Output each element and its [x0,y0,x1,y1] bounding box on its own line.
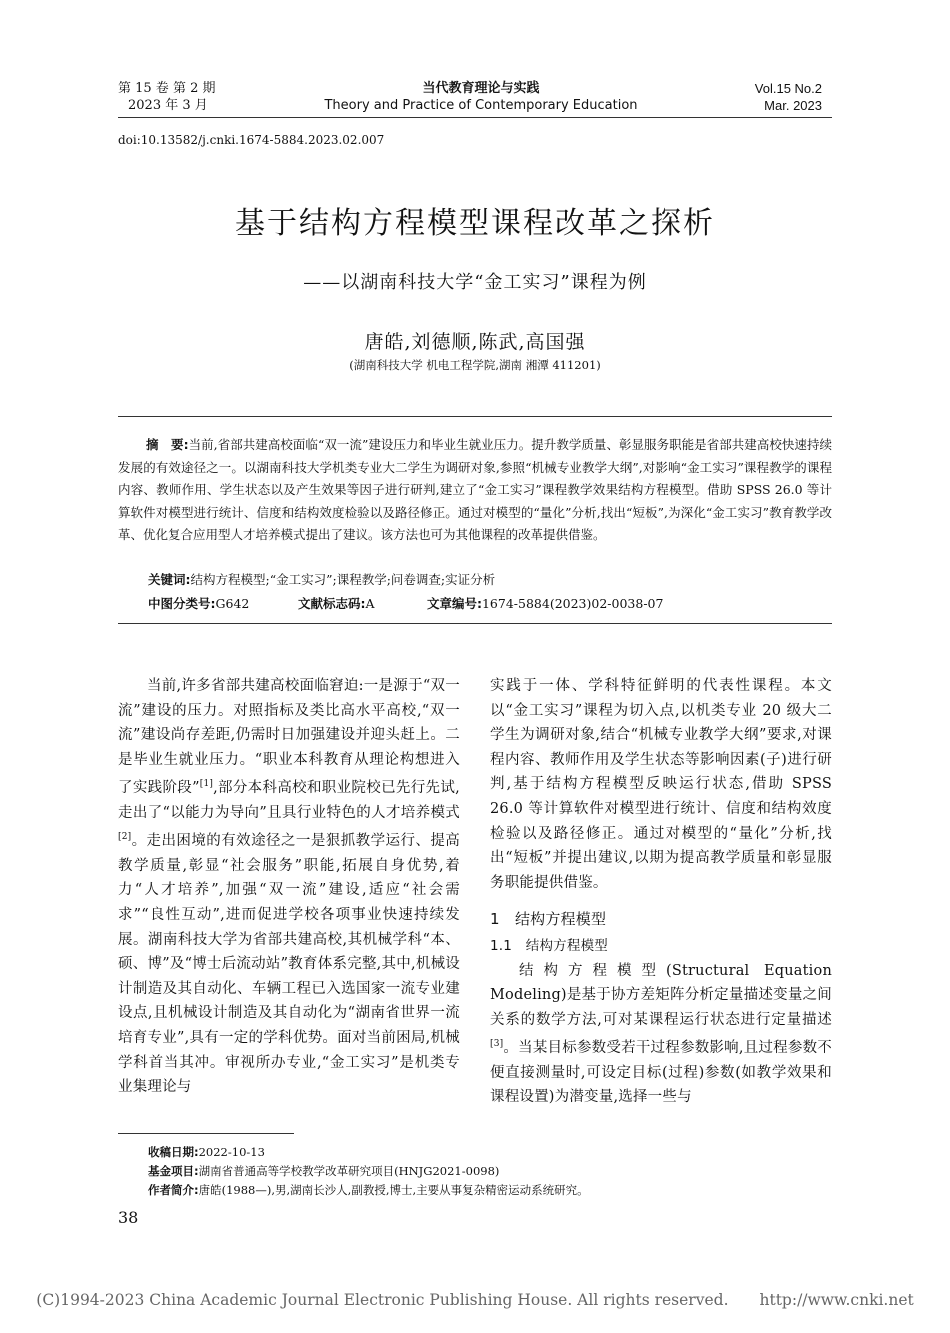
intro-text-c: 。走出困境的有效途径之一是狠抓教学运行、提高教学质量,彰显“社会服务”职能,拓展自身优势,着力“人才培养”,加强“双一流”建设,适应“社会需求”“良性互动”,进而促进学校各项事业快速持续发展。湖南科技大学为省部共建高校,其机械学科“本、硕、博”及“博士后流动站”教育体系完整,其中,机械设计制造及其自动化、车辆工程已入选国家一流专业建设点,且机械设计制造及其自动化为“湖南省世界一流培育专业”,具有一定的学科优势。面对当前困局,机械学科首当其冲。审视所办专业,“金工实习”是机类专业集理论与 [118,833,460,1096]
author-label: 作者简介: [148,1183,199,1197]
received-label: 收稿日期: [148,1145,199,1159]
sem-text-a: 结构方程模型(Structural Equation Modeling)是基于协方差矩阵分析定量描述变量之间关系的数学方法,可对某课程运行状态进行定量描述 [490,962,832,1028]
footnote-author [148,1181,838,1200]
footnote-received [148,1143,838,1162]
keywords-label: 关键词: [148,572,191,587]
journal-en: Theory and Practice of Contemporary Education [324,98,638,113]
doc-code-label: 文献标志码: [297,596,366,611]
body-right-column [490,674,832,1110]
copyright-notice: (C)1994-2023 China Academic Journal Electronic Publishing House. All rights reserved. http://www.cnki.net [36,1291,914,1309]
footnote-fund [148,1162,838,1181]
header-rule [118,117,832,118]
paper-subtitle: ——以湖南科技大学“金工实习”课程为例 [303,272,647,293]
section-1-1-heading: 1.1 结构方程模型 [490,937,608,954]
header-center [300,80,662,114]
article-no-value: 1674-5884(2023)02-0038-07 [481,596,664,611]
volume-cn: 第 15 卷 第 2 期 [118,81,216,96]
abstract-bottom-rule [118,623,832,624]
clc-value: G642 [215,596,250,611]
affiliation: (湖南科技大学 机电工程学院,湖南 湘潭 411201) [349,358,601,372]
sem-text-b: 。当某目标参数受若干过程参数影响,且过程参数不便直接测量时,可设定目标(过程)参数(如教学效果和课程设置)为潜变量,选择一些与 [490,1040,832,1106]
ref-3: [3] [490,1039,504,1050]
author-value: 唐皓(1988—),男,湖南长沙人,副教授,博士,主要从事复杂精密运动系统研究。 [198,1183,589,1197]
fund-label: 基金项目: [148,1164,199,1178]
intro-text-a: 当前,许多省部共建高校面临窘迫:一是源于“双一流”建设的压力。对照指标及类比高水平高校,“双一流”建设尚存差距,仍需时日加强建设并迎头赶上。二是毕业生就业压力。“职业本科教育从理论构想进入了实践阶段” [118,678,460,797]
abstract [118,434,832,547]
doc-code-value: A [365,596,375,611]
body-left-column [118,674,460,1100]
section-1-heading: 1 结构方程模型 [490,910,607,929]
doi: doi:10.13582/j.cnki.1674-5884.2023.02.007 [118,133,385,147]
date-cn: 2023 年 3 月 [128,98,208,113]
article-no-label: 文章编号: [426,596,482,611]
header-right [755,80,822,114]
clc-label: 中图分类号: [148,596,216,611]
authors: 唐皓,刘德顺,陈武,高国强 [364,331,586,353]
footnote-rule [118,1133,294,1134]
ref-1: [1] [199,779,214,790]
classification [148,594,848,612]
date-en: Mar. 2023 [764,98,822,113]
abstract-label: 摘 要: [146,437,189,452]
keywords-text: 结构方程模型;“金工实习”;课程教学;问卷调查;实证分析 [190,572,496,587]
page-number: 38 [118,1208,139,1227]
abstract-text: 当前,省部共建高校面临“双一流”建设压力和毕业生就业压力。提升教学质量、彰显服务职能是省部共建高校快速持续发展的有效途径之一。以湖南科技大学机类专业大二学生为调研对象,参照“机械专业教学大纲”,对影响“金工实习”课程教学的课程内容、教师作用、学生状态以及产生效果等因子进行研判,建立了“金工实习”课程教学效果结构方程模型。借助 SPSS 26.0 等计算软件对模型进行统计、信度和结构效度检验以及路径修正。通过对模型的“量化”分析,找出“短板”,为深化“金工实习”教育教学改革、优化复合应用型人才培养模式提出了建议。该方法也可为其他课程的改革提供借鉴。 [118,437,832,542]
abstract-top-rule [118,416,832,417]
keywords [148,570,495,588]
ref-2: [2] [118,832,132,843]
header-left [118,80,215,114]
intro-paragraph [118,674,460,1100]
fund-value: 湖南省普通高等学校教学改革研究项目(HNJG2021-0098) [198,1164,500,1178]
sem-paragraph [490,959,832,1110]
journal-cn: 当代教育理论与实践 [422,81,540,96]
volume-en: Vol.15 No.2 [754,81,822,96]
intro-continuation: 实践于一体、学科特征鲜明的代表性课程。本文以“金工实习”课程为切入点,以机类专业 20 级大二学生为调研对象,结合“机械专业教学大纲”要求,对课程内容、教师作用及学生状态等影响因素(子)进行研判,基于结构方程模型反映运行状态,借助 SPSS 26.0 等计算软件对模型进行统计、信度和结构效度检验以及路径修正。通过对模型的“量化”分析,找出“短板”并提出建议,以期为提高教学质量和彰显服务职能提供借鉴。 [490,678,832,891]
intro-text-b: ,部分本科高校和职业院校已先行先试,走出了“以能力为导向”且具行业特色的人才培养模式 [118,780,460,821]
received-value: 2022-10-13 [198,1145,265,1159]
paper-title: 基于结构方程模型课程改革之探析 [235,206,715,241]
